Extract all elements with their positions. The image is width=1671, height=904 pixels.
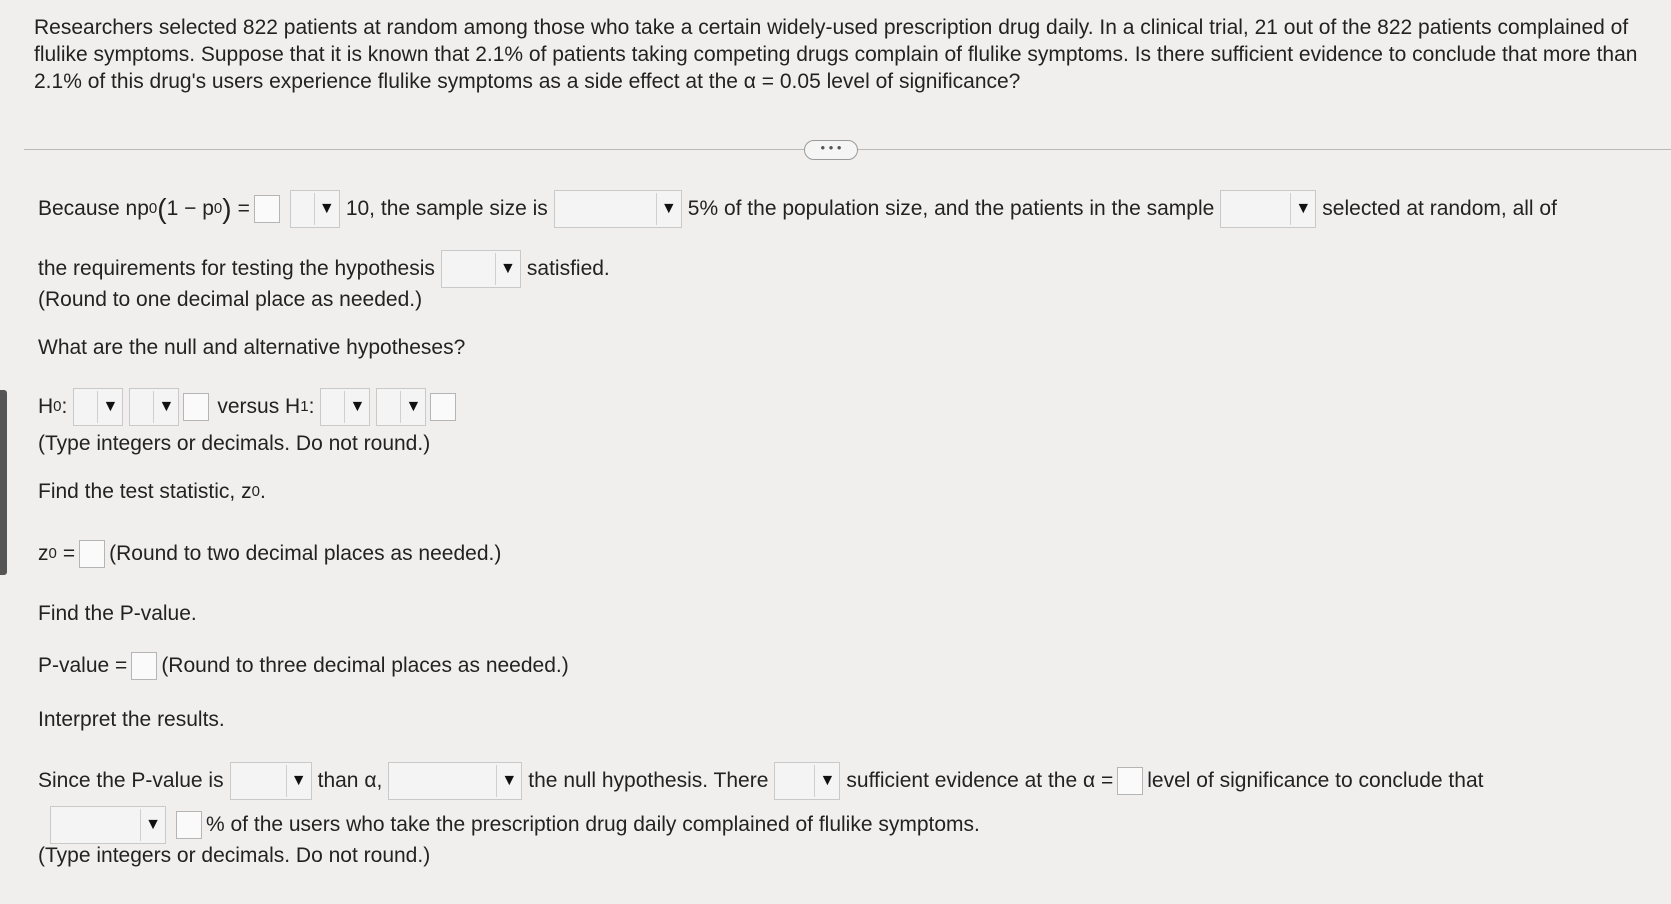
- chevron-down-icon: ▼: [656, 193, 681, 225]
- reject-decision-dropdown[interactable]: [388, 762, 522, 800]
- h0-operator-dropdown[interactable]: [129, 388, 179, 426]
- scroll-handle[interactable]: [0, 390, 7, 575]
- requirements-line-2: the requirements for testing the hypothesis ▼ satisfied.: [38, 250, 610, 288]
- chevron-down-icon: ▼: [140, 809, 165, 841]
- p-value-input[interactable]: [131, 652, 157, 680]
- p-value-line: P-value = (Round to three decimal places as needed.): [38, 652, 569, 680]
- chevron-down-icon: ▼: [153, 391, 178, 423]
- interpret-line-2: ▼ % of the users who take the prescription drug daily complained of flulike symptoms.: [38, 806, 980, 844]
- percent-input[interactable]: [176, 811, 202, 839]
- chevron-down-icon: ▼: [286, 765, 311, 797]
- evidence-dropdown[interactable]: [774, 762, 840, 800]
- chevron-down-icon: ▼: [97, 391, 122, 423]
- chevron-down-icon: ▼: [400, 391, 425, 423]
- comparison-dropdown[interactable]: [290, 190, 340, 228]
- np-value-input[interactable]: [254, 195, 280, 223]
- test-statistic-prompt: Find the test statistic, z 0 .: [38, 480, 266, 503]
- alpha-input[interactable]: [1117, 767, 1143, 795]
- hypotheses-line: H 0 : ▼ ▼ versus H 1 : ▼ ▼: [38, 388, 460, 426]
- chevron-down-icon: ▼: [344, 391, 369, 423]
- chevron-down-icon: ▼: [814, 765, 839, 797]
- hypotheses-question: What are the null and alternative hypotheses?: [38, 336, 466, 359]
- pvalue-comparison-dropdown[interactable]: [230, 762, 312, 800]
- interpret-note: (Type integers or decimals. Do not round.): [38, 844, 431, 867]
- requirements-dropdown[interactable]: [441, 250, 521, 288]
- requirements-line-1: Because np 0 ( 1 − p 0 ) = ▼ 10, the sample size is ▼ 5% of the population size, and the patients in the sample ▼ selected at random, all of: [38, 190, 1557, 228]
- chevron-down-icon: ▼: [1290, 193, 1315, 225]
- test-statistic-line: z 0 = (Round to two decimal places as needed.): [38, 540, 501, 568]
- because-label: Because np: [38, 197, 149, 220]
- round-note-1: (Round to one decimal place as needed.): [38, 288, 423, 311]
- conclusion-dropdown[interactable]: [50, 806, 166, 844]
- h1-parameter-dropdown[interactable]: [320, 388, 370, 426]
- h1-value-input[interactable]: [430, 393, 456, 421]
- z0-input[interactable]: [79, 540, 105, 568]
- sample-selected-dropdown[interactable]: [1220, 190, 1316, 228]
- chevron-down-icon: ▼: [314, 193, 339, 225]
- chevron-down-icon: ▼: [496, 765, 521, 797]
- more-options-button[interactable]: • • •: [804, 140, 858, 160]
- interpret-prompt: Interpret the results.: [38, 708, 225, 731]
- p-value-prompt: Find the P-value.: [38, 602, 197, 625]
- chevron-down-icon: ▼: [495, 253, 520, 285]
- hypotheses-note: (Type integers or decimals. Do not round.): [38, 432, 431, 455]
- sample-size-dropdown[interactable]: [554, 190, 682, 228]
- h0-parameter-dropdown[interactable]: [73, 388, 123, 426]
- h1-operator-dropdown[interactable]: [376, 388, 426, 426]
- question-text: Researchers selected 822 patients at random among those who take a certain widely-used prescription drug daily. In a clinical trial, 21 out of the 822 patients complained of flulike symptoms. Suppose that it is known that 2.1% of patients taking competing drugs complain of flulike symptoms. Is there sufficient evidence to conclude that more than 2.1% of this drug's users experience flulike symptoms as a side effect at the α = 0.05 level of significance?: [34, 16, 1638, 93]
- interpret-line-1: Since the P-value is ▼ than α, ▼ the null hypothesis. There ▼ sufficient evidence at the α = level of significance to conclude that: [38, 762, 1483, 800]
- h0-value-input[interactable]: [183, 393, 209, 421]
